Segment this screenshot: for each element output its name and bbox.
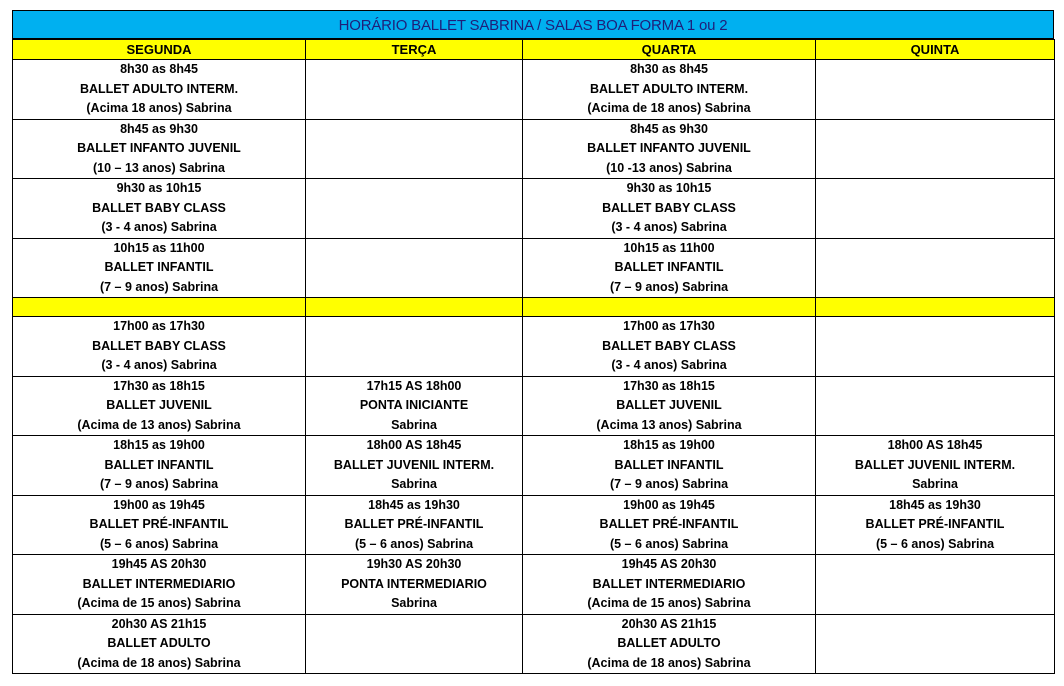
empty-slot-thursday xyxy=(816,555,1055,615)
class-slot-wednesday xyxy=(523,119,816,179)
empty-slot-thursday xyxy=(816,179,1055,239)
class-detail: (7 – 9 anos) Sabrina xyxy=(99,477,219,491)
class-name: BALLET ADULTO xyxy=(107,636,211,650)
class-detail: (Acima de 18 anos) Sabrina xyxy=(587,101,751,115)
class-name: BALLET BABY CLASS xyxy=(602,200,736,215)
class-time: 8h30 as 8h45 xyxy=(120,62,198,76)
class-time: 9h30 as 10h15 xyxy=(116,181,202,195)
class-time: 20h30 AS 21h15 xyxy=(111,616,207,631)
class-name: BALLET BABY CLASS xyxy=(602,338,736,353)
class-time: 10h15 as 11h00 xyxy=(113,240,205,255)
class-name: PONTA INTERMEDIARIO xyxy=(341,576,487,591)
schedule-sheet xyxy=(12,10,1054,674)
class-detail: (7 – 9 anos) Sabrina xyxy=(609,279,729,294)
day-header-row xyxy=(13,40,1055,60)
class-name: BALLET BABY CLASS xyxy=(92,338,226,353)
class-name: BALLET INFANTIL xyxy=(614,457,724,472)
class-name: BALLET INTERMEDIARIO xyxy=(82,576,236,591)
table-row xyxy=(13,436,1055,496)
class-name: BALLET INFANTO JUVENIL xyxy=(587,141,751,155)
class-name: BALLET INFANTIL xyxy=(614,260,724,274)
class-slot-monday xyxy=(13,179,306,239)
table-row xyxy=(13,119,1055,179)
class-time: 17h00 as 17h30 xyxy=(623,319,715,333)
table-row xyxy=(13,179,1055,239)
class-slot-tuesday xyxy=(306,436,523,496)
class-detail: (Acima 18 anos) Sabrina xyxy=(86,101,232,115)
class-time: 19h00 as 19h45 xyxy=(623,497,715,512)
empty-slot-tuesday xyxy=(306,238,523,298)
class-detail: (Acima 13 anos) Sabrina xyxy=(596,417,742,432)
class-detail: (5 – 6 anos) Sabrina xyxy=(875,536,995,551)
class-time: 17h30 as 18h15 xyxy=(623,378,715,393)
empty-slot-thursday xyxy=(816,317,1055,377)
empty-slot-thursday xyxy=(816,238,1055,298)
class-detail: (5 – 6 anos) Sabrina xyxy=(99,536,219,551)
class-name: BALLET JUVENIL INTERM. xyxy=(854,457,1016,472)
class-slot-wednesday xyxy=(523,555,816,615)
schedule-title: HORÁRIO BALLET SABRINA / SALAS BOA FORMA 1 ou 2 xyxy=(12,10,1054,39)
class-time: 18h00 AS 18h45 xyxy=(887,438,983,452)
class-time: 17h30 as 18h15 xyxy=(113,378,205,393)
class-time: 20h30 AS 21h15 xyxy=(621,616,717,631)
table-row xyxy=(13,60,1055,120)
class-name: BALLET ADULTO xyxy=(617,636,721,650)
class-name: BALLET PRÉ-INFANTIL xyxy=(344,517,484,531)
class-detail: (3 - 4 anos) Sabrina xyxy=(611,220,727,234)
empty-slot-thursday xyxy=(816,60,1055,120)
class-name: BALLET PRÉ-INFANTIL xyxy=(89,517,229,531)
class-detail: (Acima de 15 anos) Sabrina xyxy=(587,596,751,610)
class-detail: Sabrina xyxy=(391,477,437,491)
separator-cell xyxy=(523,298,816,317)
empty-slot-thursday xyxy=(816,376,1055,436)
class-detail: (5 – 6 anos) Sabrina xyxy=(354,536,474,551)
class-slot-wednesday xyxy=(523,60,816,120)
class-detail: (7 – 9 anos) Sabrina xyxy=(99,279,219,294)
class-time: 8h30 as 8h45 xyxy=(630,62,708,76)
class-slot-monday xyxy=(13,614,306,674)
class-slot-monday xyxy=(13,119,306,179)
class-slot-wednesday xyxy=(523,179,816,239)
class-time: 18h00 AS 18h45 xyxy=(366,438,462,452)
class-time: 18h15 as 19h00 xyxy=(623,438,715,452)
class-slot-tuesday xyxy=(306,555,523,615)
class-time: 8h45 as 9h30 xyxy=(630,121,708,136)
class-time: 17h00 as 17h30 xyxy=(113,319,205,333)
class-slot-tuesday xyxy=(306,376,523,436)
day-header-monday: SEGUNDA xyxy=(13,40,306,60)
class-name: BALLET INFANTIL xyxy=(104,260,214,274)
class-detail: (10 -13 anos) Sabrina xyxy=(606,160,732,175)
class-slot-monday xyxy=(13,555,306,615)
class-detail: (3 - 4 anos) Sabrina xyxy=(611,358,727,372)
day-header-thursday: QUINTA xyxy=(816,40,1055,60)
class-name: BALLET PRÉ-INFANTIL xyxy=(865,517,1005,531)
table-row xyxy=(13,317,1055,377)
class-detail: (Acima de 18 anos) Sabrina xyxy=(587,655,751,670)
class-time: 8h45 as 9h30 xyxy=(120,121,198,136)
class-detail: Sabrina xyxy=(391,417,437,432)
class-detail: Sabrina xyxy=(912,477,958,491)
empty-slot-tuesday xyxy=(306,119,523,179)
table-row xyxy=(13,614,1055,674)
class-time: 19h30 AS 20h30 xyxy=(366,557,462,571)
class-detail: (3 - 4 anos) Sabrina xyxy=(101,358,217,372)
class-slot-monday xyxy=(13,436,306,496)
class-slot-tuesday xyxy=(306,495,523,555)
class-slot-thursday xyxy=(816,436,1055,496)
class-name: BALLET INFANTIL xyxy=(104,457,214,472)
class-name: BALLET BABY CLASS xyxy=(92,200,226,215)
class-name: BALLET JUVENIL INTERM. xyxy=(333,457,495,472)
class-slot-monday xyxy=(13,238,306,298)
separator-cell xyxy=(306,298,523,317)
schedule-body xyxy=(13,60,1055,674)
class-name: BALLET ADULTO INTERM. xyxy=(79,81,239,96)
class-slot-wednesday xyxy=(523,317,816,377)
class-slot-monday xyxy=(13,60,306,120)
class-detail: Sabrina xyxy=(391,596,437,610)
class-name: BALLET PRÉ-INFANTIL xyxy=(599,517,739,531)
day-header-wednesday: QUARTA xyxy=(523,40,816,60)
class-name: BALLET JUVENIL xyxy=(616,398,722,412)
class-time: 18h45 as 19h30 xyxy=(368,497,460,512)
class-detail: (7 – 9 anos) Sabrina xyxy=(609,477,729,491)
class-name: BALLET INTERMEDIARIO xyxy=(592,576,746,591)
empty-slot-tuesday xyxy=(306,179,523,239)
class-slot-wednesday xyxy=(523,614,816,674)
class-slot-wednesday xyxy=(523,238,816,298)
class-detail: (10 – 13 anos) Sabrina xyxy=(92,160,225,175)
class-time: 19h45 AS 20h30 xyxy=(621,557,717,571)
schedule-table xyxy=(12,39,1055,674)
empty-slot-tuesday xyxy=(306,317,523,377)
table-row xyxy=(13,376,1055,436)
table-row xyxy=(13,495,1055,555)
class-name: BALLET JUVENIL xyxy=(106,398,212,412)
class-time: 18h15 as 19h00 xyxy=(113,438,205,452)
table-row xyxy=(13,238,1055,298)
class-slot-monday xyxy=(13,376,306,436)
table-row xyxy=(13,555,1055,615)
class-detail: (Acima de 18 anos) Sabrina xyxy=(77,655,241,670)
class-slot-monday xyxy=(13,495,306,555)
separator-cell xyxy=(13,298,306,317)
empty-slot-thursday xyxy=(816,614,1055,674)
class-time: 19h00 as 19h45 xyxy=(113,497,205,512)
class-detail: (Acima de 13 anos) Sabrina xyxy=(77,417,241,432)
class-name: BALLET ADULTO INTERM. xyxy=(589,81,749,96)
empty-slot-tuesday xyxy=(306,614,523,674)
class-name: PONTA INICIANTE xyxy=(359,398,469,412)
day-header-tuesday: TERÇA xyxy=(306,40,523,60)
class-slot-wednesday xyxy=(523,376,816,436)
break-separator-row xyxy=(13,298,1055,317)
class-detail: (5 – 6 anos) Sabrina xyxy=(609,536,729,551)
class-time: 18h45 as 19h30 xyxy=(889,497,981,512)
class-slot-wednesday xyxy=(523,436,816,496)
separator-cell xyxy=(816,298,1055,317)
class-time: 9h30 as 10h15 xyxy=(626,181,712,195)
class-time: 17h15 AS 18h00 xyxy=(366,378,462,393)
class-slot-thursday xyxy=(816,495,1055,555)
class-detail: (3 - 4 anos) Sabrina xyxy=(101,220,217,234)
empty-slot-tuesday xyxy=(306,60,523,120)
class-slot-monday xyxy=(13,317,306,377)
empty-slot-thursday xyxy=(816,119,1055,179)
class-detail: (Acima de 15 anos) Sabrina xyxy=(77,596,241,610)
class-name: BALLET INFANTO JUVENIL xyxy=(77,141,241,155)
class-time: 19h45 AS 20h30 xyxy=(111,557,207,571)
class-slot-wednesday xyxy=(523,495,816,555)
class-time: 10h15 as 11h00 xyxy=(623,240,715,255)
